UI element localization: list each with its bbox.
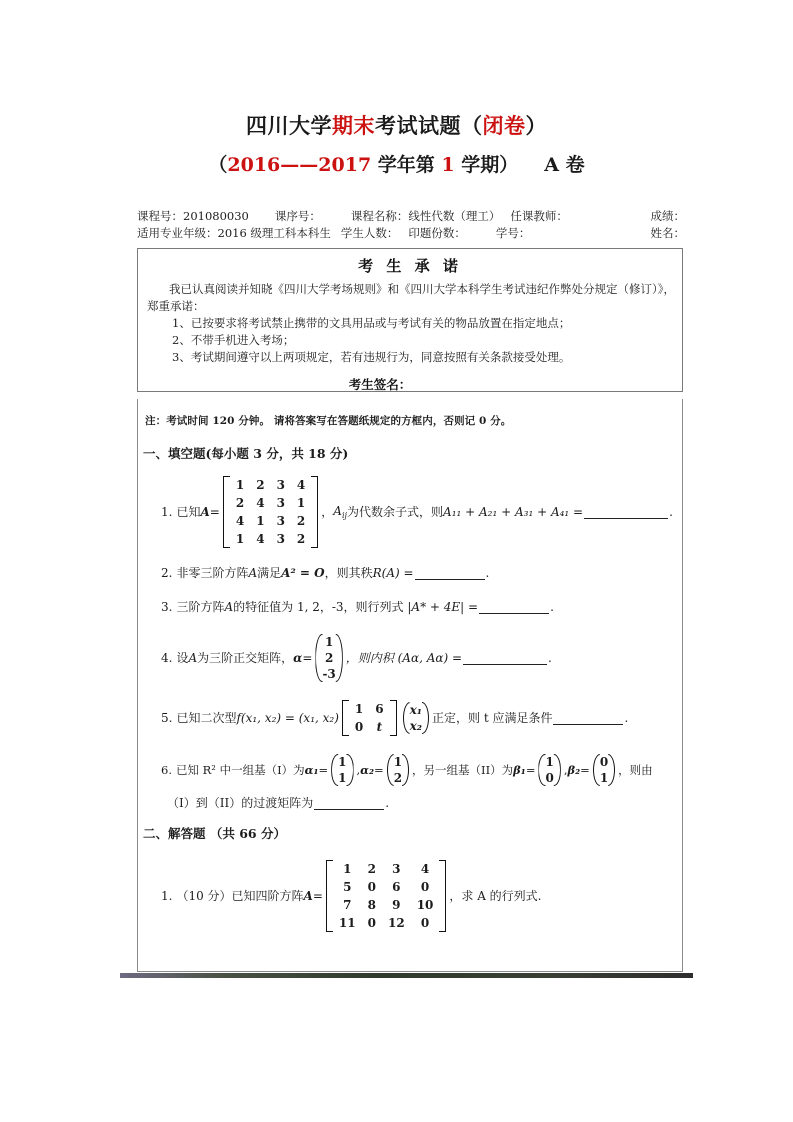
q1-cofactor-a: A	[333, 504, 342, 518]
copies-label: 印题份数：	[408, 226, 466, 240]
q1-cofactor-text: 为代数余子式，则	[347, 505, 444, 519]
q1-m-r1c2: 3	[276, 496, 285, 510]
q5-v1: x₂	[409, 719, 423, 733]
q6-line2-text: （I）到（II）的过渡矩阵为	[167, 796, 314, 810]
q1-m-r1c1: 4	[256, 496, 265, 510]
q1-m-r2c3: 2	[296, 514, 306, 528]
q5-vector	[403, 702, 429, 734]
s2q1-equals: =	[312, 889, 323, 903]
academic-year-start: 2016	[227, 154, 281, 176]
q1-number: 1.	[161, 505, 173, 519]
metadata-row-2	[137, 225, 685, 242]
academic-year-end: 2017	[318, 154, 372, 176]
q1-m-r0c0: 1	[235, 478, 245, 492]
s2q1-m-r3c3: 0	[420, 916, 430, 930]
s2q1-m-r0c1: 2	[367, 862, 376, 876]
q6-a1-v1: 1	[338, 771, 347, 785]
q2-text-a: 非零三阶方阵	[176, 566, 249, 580]
section-1-heading: 一、填空题(每小题 3 分，共 18 分)	[143, 446, 349, 461]
pledge-title: 考 生 承 诺	[358, 257, 462, 275]
q4-answer-blank	[463, 652, 547, 665]
q4-v2: -3	[322, 667, 336, 681]
course-no-label: 课程号：	[137, 209, 183, 223]
q1-matrix	[223, 476, 318, 548]
q6-a2-v1: 2	[393, 771, 403, 785]
s2q1-m-r1c0: 5	[343, 880, 352, 894]
q6-eq2: =	[374, 763, 384, 777]
q6-b2-v1: 1	[599, 771, 609, 785]
q3-determinant-expr: A* + 4E	[411, 600, 461, 614]
q6-alpha1: α₁	[304, 763, 319, 777]
q5-text-b: 正定，则 t 应满足条件	[432, 711, 553, 725]
q1-m-r1c3: 1	[296, 496, 306, 510]
q6-comma1: ,	[356, 763, 361, 777]
q1-m-r1c0: 2	[235, 496, 245, 510]
q5-quadratic-form: f(x₁, x₂) = (x₁, x₂)	[236, 711, 339, 725]
q2-var: A	[248, 566, 258, 580]
q6-alpha2: α₂	[360, 763, 375, 777]
exam-metadata	[137, 208, 685, 242]
q4-number: 4.	[161, 651, 173, 665]
q3-period: .	[550, 600, 554, 614]
student-name-label: 姓名：	[650, 226, 685, 240]
q6-eq1: =	[318, 763, 329, 777]
q1-cofactor-symbol	[333, 502, 347, 522]
s2q1-text-b: ，求 A 的行列式.	[449, 889, 542, 903]
course-seq-label: 课序号：	[274, 209, 321, 223]
q6-number: 6.	[161, 763, 172, 777]
q6-vector-beta2	[593, 754, 615, 786]
q6-text-c: ，则由	[618, 763, 653, 777]
question-2-1	[161, 860, 683, 932]
q4-v1: 2	[324, 651, 334, 665]
s2q1-var: A	[303, 889, 313, 903]
question-1-3	[161, 598, 683, 616]
semester-number: 1	[441, 154, 455, 176]
q1-matrix-var: A	[200, 505, 210, 519]
subtitle-paren-open: （	[208, 154, 228, 176]
s2q1-m-r1c1: 0	[367, 880, 376, 894]
q1-period: .	[669, 505, 673, 519]
signature-label: 考生签名：	[348, 377, 412, 392]
q5-matrix	[342, 700, 397, 736]
s2q1-m-r1c3: 0	[420, 880, 430, 894]
title-university: 四川大学	[246, 113, 332, 138]
title-term-highlight: 期末	[332, 113, 375, 138]
teacher-label: 任课教师：	[510, 209, 568, 223]
q5-v0: x₁	[409, 703, 423, 717]
q1-m-r2c2: 3	[276, 514, 285, 528]
s2q1-m-r0c0: 1	[343, 862, 352, 876]
score-label: 成绩：	[650, 209, 685, 223]
subtitle-semester-text: 学年第	[371, 154, 442, 176]
q1-m-r2c0: 4	[235, 514, 245, 528]
q4-vector	[315, 634, 342, 682]
year-dash: ——	[280, 154, 319, 176]
q5-answer-blank	[553, 712, 623, 725]
major-label: 适用专业年级：	[137, 226, 218, 240]
course-name-value: 线性代数（理工）	[408, 209, 501, 223]
section-2-heading: 二、解答题 （共 66 分）	[143, 826, 286, 841]
q4-equals: =	[302, 651, 313, 665]
q1-cofactor-sub: ij	[341, 511, 348, 520]
paper-version: A 卷	[544, 154, 585, 176]
q3-text-a: 三阶方阵	[176, 600, 225, 614]
q6-a1-v0: 1	[338, 755, 347, 769]
q6-text-a: 已知 R² 中一组基（I）为	[175, 763, 305, 777]
s2q1-m-r2c1: 8	[367, 898, 376, 912]
question-1-1	[161, 476, 683, 548]
q6-eq4: =	[580, 763, 590, 777]
s2q1-m-r3c2: 12	[387, 916, 405, 930]
q1-m-r0c3: 4	[296, 478, 306, 492]
q5-m-r0c1: 6	[375, 702, 384, 716]
pledge-item-1: 1、已按要求将考试禁止携带的文具用品或与考试有关的物品放置在指定地点；	[172, 316, 571, 330]
pledge-paragraph: 我已认真阅读并知晓《四川大学考场规则》和《四川大学本科学生考试违纪作弊处分规定（修订）》，郑重承诺：	[147, 282, 675, 313]
s2q1-m-r0c2: 3	[392, 862, 401, 876]
examinee-pledge-box	[137, 248, 683, 392]
q5-m-r1c1: t	[376, 720, 383, 734]
exam-body-content	[137, 399, 683, 932]
q2-text-c: 满足	[257, 566, 282, 580]
q3-number: 3.	[161, 600, 173, 614]
s2q1-m-r2c2: 9	[392, 898, 401, 912]
subtitle-semester-close: 学期）	[454, 154, 519, 176]
metadata-row-1	[137, 208, 685, 225]
q5-number: 5.	[161, 711, 173, 725]
title-paren-close: ）	[525, 113, 547, 138]
q2-text-e: ，则其秩	[324, 566, 373, 580]
title-exam-text: 考试试题（	[375, 113, 483, 138]
q3-answer-blank	[479, 601, 549, 614]
q6-beta2: β₂	[567, 763, 581, 777]
s2q1-m-r2c3: 10	[416, 898, 434, 912]
exam-note: 注：考试时间 120 分钟。 请将答案写在答题纸规定的方框内，否则记 0 分。	[145, 415, 512, 427]
pledge-item-3: 3、考试期间遵守以上两项规定，若有违规行为，同意按照有关条款接受处理。	[172, 350, 571, 364]
question-1-2	[161, 564, 683, 582]
q1-m-r3c3: 2	[296, 532, 306, 546]
q6-vector-alpha2	[387, 754, 409, 786]
q4-var: A	[188, 651, 198, 665]
q4-period: .	[548, 651, 552, 665]
q1-m-r0c1: 2	[256, 478, 265, 492]
q5-m-r1c0: 0	[354, 720, 364, 734]
s2q1-m-r3c0: 11	[338, 916, 356, 930]
q5-m-r0c0: 1	[354, 702, 364, 716]
course-name-label: 课程名称：	[350, 209, 409, 223]
q6-answer-blank	[314, 797, 384, 810]
q4-text-d: ，则内积 (Aα, Aα) =	[345, 651, 463, 665]
title-closed-book: 闭卷	[482, 113, 526, 138]
q6-eq3: =	[525, 763, 536, 777]
q6-b2-v0: 0	[599, 755, 609, 769]
q5-period: .	[624, 711, 629, 725]
q6-text-b: ，另一组基（II）为	[412, 763, 514, 777]
q6-vector-alpha1	[331, 754, 353, 786]
q4-alpha: α	[293, 651, 303, 665]
q4-text-c: 为三阶正交矩阵，	[197, 651, 294, 665]
q6-a2-v0: 1	[393, 755, 403, 769]
q6-period: .	[385, 796, 390, 810]
q2-rank-expr: R(A) =	[372, 566, 414, 580]
scan-bottom-edge	[120, 973, 693, 978]
student-id-label: 学号：	[495, 226, 531, 240]
q1-m-r2c1: 1	[256, 514, 265, 528]
q1-sum-terms: A₁₁ + A₂₁ + A₃₁ + A₄₁ =	[443, 505, 584, 519]
exam-subtitle	[0, 152, 793, 178]
q2-period: .	[485, 566, 490, 580]
q2-equation: A² = O	[281, 566, 325, 580]
q3-text-e: | =	[460, 600, 479, 614]
q5-text-a: 已知二次型	[176, 711, 237, 725]
s2q1-m-r2c0: 7	[343, 898, 352, 912]
q4-v0: 1	[324, 635, 334, 649]
s2q1-number: 1.	[161, 889, 173, 903]
exam-title-block	[0, 112, 793, 178]
q6-comma2: ,	[563, 763, 568, 777]
q6-vector-beta1	[538, 754, 560, 786]
q1-answer-blank	[584, 506, 668, 519]
q1-m-r3c0: 1	[235, 532, 245, 546]
q2-number: 2.	[161, 566, 173, 580]
s2q1-m-r0c3: 4	[420, 862, 430, 876]
q1-m-r3c1: 4	[256, 532, 265, 546]
q3-text-c: 的特征值为 1, 2，-3，则行列式 |	[233, 600, 412, 614]
s2q1-matrix	[326, 860, 446, 932]
pledge-item-2: 2、不带手机进入考场；	[172, 333, 295, 347]
question-1-6	[161, 754, 683, 812]
q6-b1-v1: 0	[545, 771, 554, 785]
q1-prefix: 已知	[176, 505, 201, 519]
q1-m-r0c2: 3	[276, 478, 285, 492]
q1-comma: ，	[321, 505, 334, 519]
question-1-5	[161, 700, 683, 736]
student-count-label: 学生人数：	[340, 226, 399, 240]
q1-m-r3c2: 3	[276, 532, 285, 546]
s2q1-m-r1c2: 6	[392, 880, 401, 894]
s2q1-text-a: （10 分）已知四阶方阵	[176, 889, 304, 903]
q3-var: A	[224, 600, 234, 614]
q6-beta1: β₁	[513, 763, 526, 777]
question-1-4	[161, 634, 683, 682]
q6-b1-v0: 1	[545, 755, 554, 769]
s2q1-m-r3c1: 0	[367, 916, 376, 930]
q1-equals: =	[209, 505, 220, 519]
major-value: 2016 级理工科本科生	[217, 226, 331, 240]
course-no-value: 201080030	[183, 209, 249, 223]
q2-answer-blank	[415, 567, 485, 580]
page-title	[0, 112, 793, 140]
q4-text-a: 设	[176, 651, 189, 665]
